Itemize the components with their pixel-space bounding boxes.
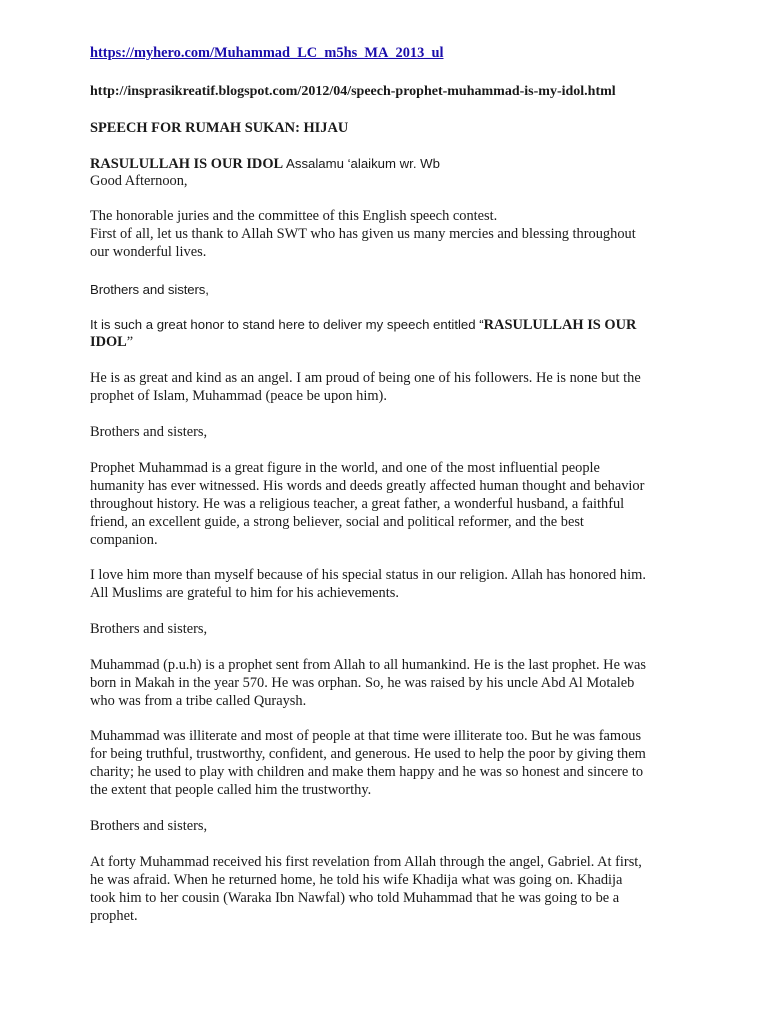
para-6-line-1: Muhammad was illiterate and most of people at that time were illiterate too. But he was famous [90,728,642,744]
para-7-line-2: he was afraid. When he returned home, he told his wife Khadija what was going on. Khadija [90,872,623,888]
myhero-link[interactable]: https://myhero.com/Muhammad_LC_m5hs_MA_2013_ul [90,45,444,61]
brothers-sisters-2: Brothers and sisters, [90,424,208,440]
para-1-line-3: our wonderful lives. [90,244,207,260]
para-1-line-2: First of all, let us thank to Allah SWT who has given us many mercies and blessing throughout [90,226,636,242]
honor-prefix: It is such a great honor to stand here to deliver my speech entitled “ [90,317,484,332]
speech-title: SPEECH FOR RUMAH SUKAN: HIJAU [90,120,349,136]
honor-suffix: ” [126,334,134,350]
honor-title-part-1: RASULULLAH IS OUR [483,317,637,333]
para-6-line-2: for being truthful, trustworthy, confident, and generous. He used to help the poor by giving them [90,746,646,762]
brothers-sisters-3: Brothers and sisters, [90,621,208,637]
para-5-line-3: who was from a tribe called Quraysh. [90,693,307,709]
brothers-sisters-1: Brothers and sisters, [90,282,209,297]
brothers-sisters-4: Brothers and sisters, [90,818,208,834]
para-1-line-1: The honorable juries and the committee of this English speech contest. [90,208,498,224]
para-5-line-1: Muhammad (p.u.h) is a prophet sent from Allah to all humankind. He is the last prophet. He was [90,657,646,673]
para-7-line-1: At forty Muhammad received his first revelation from Allah through the angel, Gabriel. At first, [90,854,642,870]
honor-title-part-2: IDOL [90,334,127,350]
source-link-myhero[interactable] [90,45,690,63]
para-7-line-3: took him to her cousin (Waraka Ibn Nawfal) who told Muhammad that he was going to be a [90,890,620,906]
para-6-line-4: the extent that people called him the trustworthy. [90,782,372,798]
salam-text: Assalamu ‘alaikum wr. Wb [283,156,440,171]
para-4-line-2: All Muslims are grateful to him for his achievements. [90,585,399,601]
para-3-line-2: humanity has ever witnessed. His words and deeds greatly affected human thought and behavior [90,478,645,494]
para-6-line-3: charity; he used to play with children and make them happy and he was so honest and sincere to [90,764,644,780]
para-7-line-4: prophet. [90,908,138,924]
para-4-line-1: I love him more than myself because of his special status in our religion. Allah has honored him. [90,567,646,583]
para-3-line-3: throughout history. He was a religious teacher, a great father, a wonderful husband, a faithful [90,496,625,512]
para-3-line-1: Prophet Muhammad is a great figure in the world, and one of the most influential people [90,460,600,476]
honor-line-2 [90,334,690,352]
idol-heading-line [90,155,690,174]
source-url-blog: http://insprasikreatif.blogspot.com/2012/04/speech-prophet-muhammad-is-my-idol.html [90,84,616,99]
para-5-line-2: born in Makah in the year 570. He was orphan. So, he was raised by his uncle Abd Al Motaleb [90,675,635,691]
para-3-line-5: companion. [90,532,158,548]
honor-line-1 [90,316,690,335]
idol-title: RASULULLAH IS OUR IDOL [90,156,284,172]
para-3-line-4: friend, an excellent guide, a strong believer, social and political reformer, and the best [90,514,584,530]
para-2-line-2: prophet of Islam, Muhammad (peace be upon him). [90,388,387,404]
para-2-line-1: He is as great and kind as an angel. I am proud of being one of his followers. He is none but the [90,370,641,386]
greeting: Good Afternoon, [90,173,188,189]
